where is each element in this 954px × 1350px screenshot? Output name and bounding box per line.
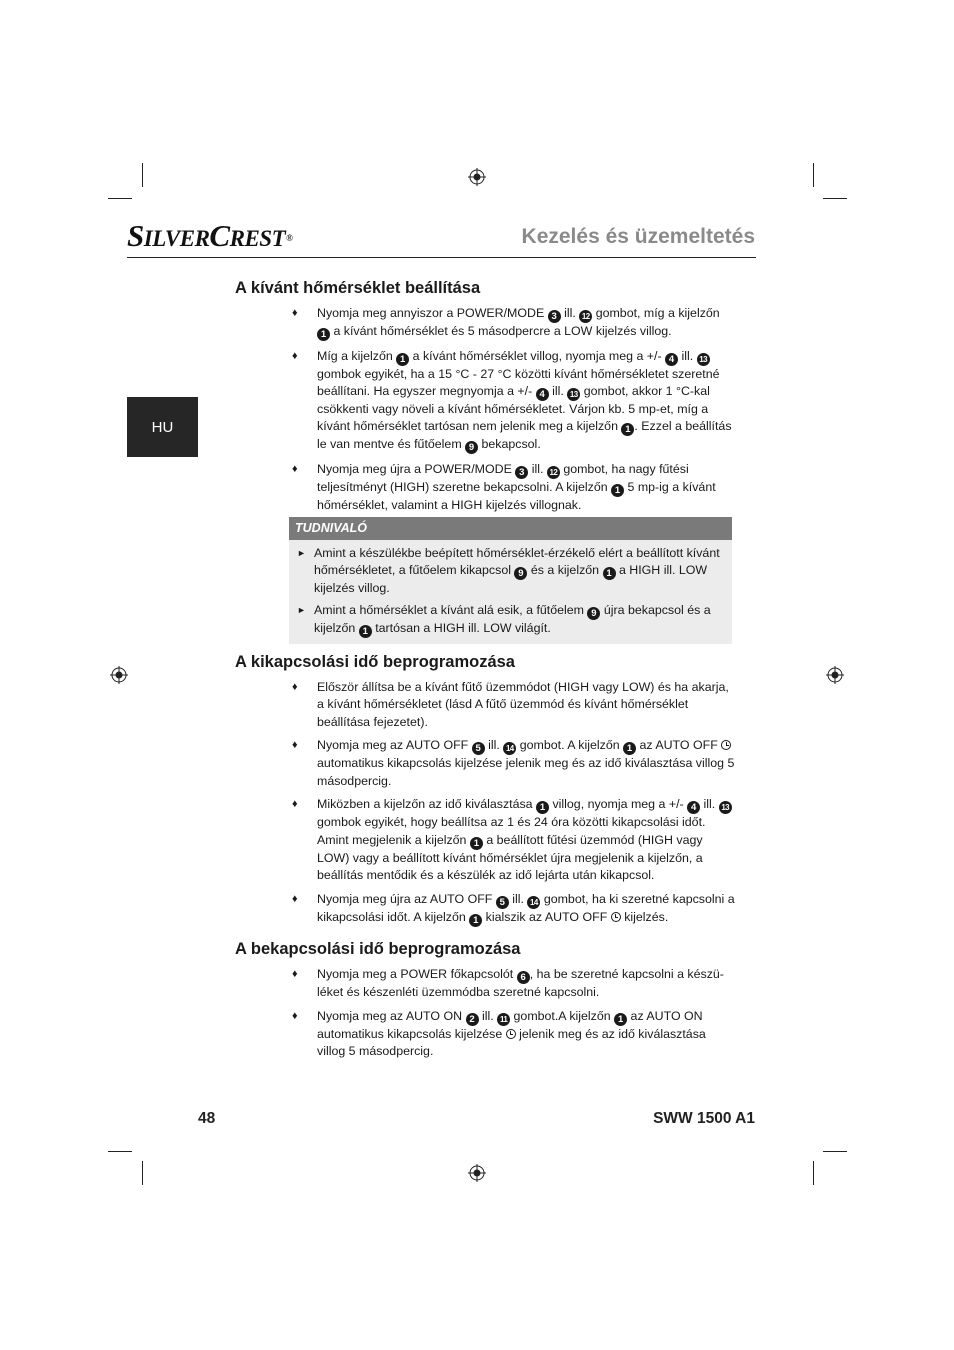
diamond-bullet-icon: ♦ xyxy=(292,968,298,980)
part-number-badge: 3 xyxy=(515,466,528,479)
crop-mark xyxy=(108,198,132,199)
part-number-badge: 5 xyxy=(472,742,485,755)
part-number-badge: 5 xyxy=(496,896,509,909)
crop-mark xyxy=(108,1151,132,1152)
registration-mark-icon xyxy=(110,666,128,684)
part-number-badge: 12 xyxy=(579,310,592,323)
section-heading: A kikapcsolási idő beprogramozása xyxy=(235,653,515,671)
model-number: SWW 1500 A1 xyxy=(653,1110,755,1127)
section-heading: A bekapcsolási idő beprogramozása xyxy=(235,940,521,958)
diamond-bullet-icon: ♦ xyxy=(292,462,298,475)
diamond-bullet-icon: ♦ xyxy=(292,739,298,752)
part-number-badge: 1 xyxy=(470,837,483,850)
part-number-badge: 1 xyxy=(536,801,549,814)
page-title: Kezelés és üzemeltetés xyxy=(521,225,755,248)
triangle-bullet-icon: ► xyxy=(297,548,306,558)
list-item: ♦ Először állítsa be a kívánt fűtő üzemmódot (HIGH vagy LOW) és ha akarja, a kívánt hőmérsékletet (lásd A fűtő üzemmód és kívánt hőmérséklet beállítása fejezetet). xyxy=(292,680,729,729)
diamond-bullet-icon: ♦ xyxy=(292,349,298,362)
part-number-badge: 4 xyxy=(687,801,700,814)
crop-mark xyxy=(142,163,143,187)
brand-logo: SILVERCREST® xyxy=(127,218,293,253)
diamond-bullet-icon: ♦ xyxy=(292,1009,298,1022)
list-item: ♦ Míg a kijelzőn 1 a kívánt hőmérséklet villog, nyomja meg a +/- 4 ill. 13 gombok egyikét, ha a 15 °C - 27 °C közötti kívánt hőmérsékletet szeretné beállítani. Ha egyszer megnyomja a +/- 4 ill. 13 gombot, akkor 1 °C-kal csökkenti vagy növeli a kívánt hőmérsékletet. Várjon kb. 5 mp-et, míg a kívánt hőmérséklet tartósan nem jelenik meg a kijelzőn 1 . Ezzel a beállítás le van mentve és fűtőelem 9 bekapcsol. xyxy=(292,348,732,454)
part-number-badge: 13 xyxy=(719,801,732,814)
crop-mark xyxy=(813,163,814,187)
part-number-badge: 9 xyxy=(514,567,527,580)
part-number-badge: 13 xyxy=(567,388,580,401)
diamond-bullet-icon: ♦ xyxy=(292,892,298,905)
part-number-badge: 14 xyxy=(527,896,540,909)
list-item: ♦ Nyomja meg a POWER főkapcsolót 6 , ha be szeretné kapcsolni a készü-léket és készenléti üzemmódba szeretné kapcsolni. xyxy=(292,967,724,999)
registration-mark-icon xyxy=(468,1164,486,1182)
part-number-badge: 1 xyxy=(614,1013,627,1026)
crop-mark xyxy=(823,1151,847,1152)
clock-icon xyxy=(721,740,731,750)
note-item: ► Amint a hőmérséklet a kívánt alá esik, a fűtőelem 9 újra bekapcsol és a kijelzőn 1 tartósan a HIGH ill. LOW világít. xyxy=(297,602,711,637)
part-number-badge: 2 xyxy=(466,1013,479,1026)
list-item: ♦ Nyomja meg újra az AUTO OFF 5 ill. 14 gombot, ha ki szeretné kapcsolni a kikapcsolási időt. A kijelzőn 1 kialszik az AUTO OFF kijelzés. xyxy=(292,891,735,926)
part-number-badge: 14 xyxy=(503,742,516,755)
part-number-badge: 1 xyxy=(623,742,636,755)
part-number-badge: 1 xyxy=(603,567,616,580)
crop-mark xyxy=(823,198,847,199)
bullet-list xyxy=(290,305,735,520)
diamond-bullet-icon: ♦ xyxy=(292,307,298,319)
list-item: ♦ Nyomja meg az AUTO OFF 5 ill. 14 gombot. A kijelzőn 1 az AUTO OFF automatikus kikapcsolás kijelzése jelenik meg és az idő kiválasztása villog 5 másodpercig. xyxy=(292,738,735,788)
registration-mark-icon xyxy=(468,168,486,186)
list-item: ♦ Nyomja meg annyiszor a POWER/MODE 3 ill. 12 gombot, míg a kijelzőn 1 a kívánt hőmérséklet és 5 másodpercre a LOW kijelzés villog. xyxy=(292,306,720,340)
bullet-list xyxy=(290,679,735,933)
crop-mark xyxy=(813,1161,814,1185)
part-number-badge: 1 xyxy=(317,328,330,341)
part-number-badge: 13 xyxy=(697,353,710,366)
part-number-badge: 1 xyxy=(611,484,624,497)
list-item: ♦ Miközben a kijelzőn az idő kiválasztása 1 villog, nyomja meg a +/- 4 ill. 13 gombok egyikét, hogy beállítsa az 1 és 24 óra közötti kikapcsolási időt. Amint megjelenik a kijelzőn 1 a beállított fűtési üzemmód (HIGH vagy LOW) vagy a beállított kívánt hőmérséklet újra megjelenik a kijelzőn, a beállítás mentődik és a készülék az idő lejárta után kikapcsol. xyxy=(290,796,735,884)
part-number-badge: 9 xyxy=(587,607,600,620)
bullet-list xyxy=(290,966,735,1067)
part-number-badge: 3 xyxy=(548,310,561,323)
part-number-badge: 1 xyxy=(396,353,409,366)
part-number-badge: 11 xyxy=(497,1013,510,1026)
list-item: ♦ Nyomja meg az AUTO ON 2 ill. 11 gombot.A kijelzőn 1 az AUTO ON automatikus kikapcsolás kijelzése jelenik meg és az idő kiválasztása villog 5 másodpercig. xyxy=(292,1008,706,1059)
part-number-badge: 4 xyxy=(665,353,678,366)
language-tab: HU xyxy=(127,397,198,457)
crop-mark xyxy=(142,1161,143,1185)
triangle-bullet-icon: ► xyxy=(297,604,306,615)
diamond-bullet-icon: ♦ xyxy=(292,798,298,811)
diamond-bullet-icon: ♦ xyxy=(292,681,298,693)
part-number-badge: 6 xyxy=(517,971,530,984)
page-number: 48 xyxy=(198,1110,216,1127)
part-number-badge: 12 xyxy=(547,466,560,479)
list-item: ♦ Nyomja meg újra a POWER/MODE 3 ill. 12 gombot, ha nagy fűtési teljesítményt (HIGH) szeretne bekapcsolni. A kijelzőn 1 5 mp-ig a kívánt hőmérséklet, valamint a HIGH kijelzés villognak. xyxy=(292,461,716,512)
part-number-badge: 1 xyxy=(469,914,482,927)
note-box xyxy=(289,517,732,644)
part-number-badge: 9 xyxy=(465,441,478,454)
section-heading: A kívánt hőmérséklet beállítása xyxy=(235,279,481,297)
part-number-badge: 1 xyxy=(359,625,372,638)
part-number-badge: 4 xyxy=(536,388,549,401)
clock-icon xyxy=(611,912,621,922)
registration-mark-icon xyxy=(826,666,844,684)
note-title: TUDNIVALÓ xyxy=(289,517,732,540)
part-number-badge: 1 xyxy=(621,423,634,436)
header-divider xyxy=(127,257,756,258)
clock-icon xyxy=(506,1029,516,1039)
note-item: ► Amint a készülékbe beépített hőmérséklet-érzékelő elért a beállított kívánt hőmérsékletet, a fűtőelem kikapcsol 9 és a kijelzőn 1 a HIGH ill. LOW kijelzés villog. xyxy=(297,546,720,596)
